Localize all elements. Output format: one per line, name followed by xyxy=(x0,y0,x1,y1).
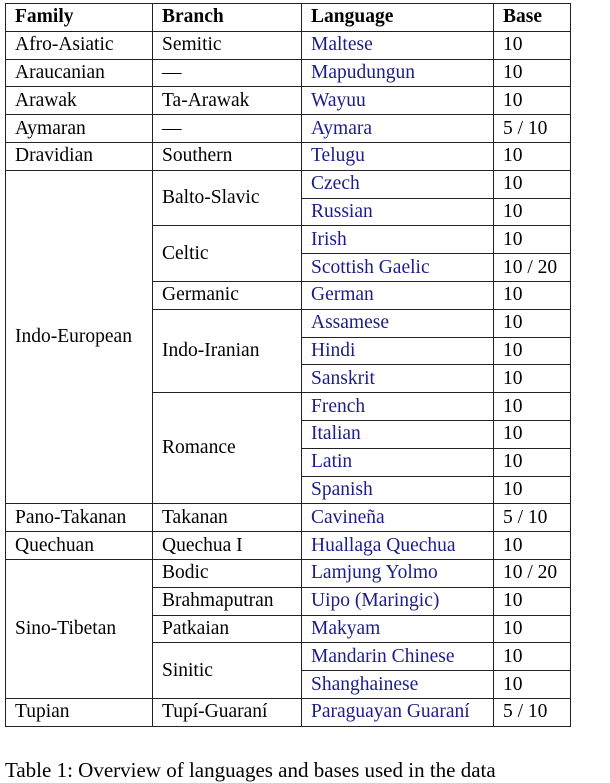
language-link[interactable]: Italian xyxy=(302,420,494,448)
branch-cell: Romance xyxy=(153,393,302,504)
base-cell: 10 / 20 xyxy=(494,254,571,282)
family-cell: Pano-Takanan xyxy=(6,504,153,532)
family-cell: Aymaran xyxy=(6,115,153,143)
language-link[interactable]: Irish xyxy=(302,226,494,254)
language-link[interactable]: German xyxy=(302,281,494,309)
language-link[interactable]: Assamese xyxy=(302,309,494,337)
base-cell: 10 xyxy=(494,643,571,671)
language-link[interactable]: Aymara xyxy=(302,115,494,143)
language-link[interactable]: Huallaga Quechua xyxy=(302,532,494,560)
table-row xyxy=(6,559,571,587)
branch-cell: Brahmaputran xyxy=(153,587,302,615)
base-cell: 10 xyxy=(494,170,571,198)
language-link[interactable]: Mapudungun xyxy=(302,59,494,87)
family-cell: Indo-European xyxy=(6,170,153,504)
branch-cell: Tupí-Guaraní xyxy=(153,698,302,726)
base-cell: 5 / 10 xyxy=(494,504,571,532)
language-link[interactable]: French xyxy=(302,393,494,421)
branch-cell: Quechua I xyxy=(153,532,302,560)
header-family: Family xyxy=(6,4,153,32)
table-body xyxy=(6,31,571,726)
base-cell: 10 xyxy=(494,142,571,170)
base-cell: 10 xyxy=(494,198,571,226)
header-base: Base xyxy=(494,4,571,32)
language-link[interactable]: Sanskrit xyxy=(302,365,494,393)
base-cell: 10 xyxy=(494,393,571,421)
family-cell: Tupian xyxy=(6,698,153,726)
table-row xyxy=(6,532,571,560)
language-link[interactable]: Paraguayan Guaraní xyxy=(302,698,494,726)
table-row xyxy=(6,59,571,87)
language-link[interactable]: Mandarin Chinese xyxy=(302,643,494,671)
header-language: Language xyxy=(302,4,494,32)
language-link[interactable]: Uipo (Maringic) xyxy=(302,587,494,615)
branch-cell: Southern xyxy=(153,142,302,170)
branch-cell: — xyxy=(153,59,302,87)
branch-cell: Ta-Arawak xyxy=(153,87,302,115)
family-cell: Sino-Tibetan xyxy=(6,559,153,698)
language-link[interactable]: Hindi xyxy=(302,337,494,365)
base-cell: 10 / 20 xyxy=(494,559,571,587)
language-link[interactable]: Russian xyxy=(302,198,494,226)
base-cell: 10 xyxy=(494,226,571,254)
base-cell: 10 xyxy=(494,337,571,365)
branch-cell: Sinitic xyxy=(153,643,302,699)
base-cell: 10 xyxy=(494,31,571,59)
base-cell: 5 / 10 xyxy=(494,115,571,143)
branch-cell: — xyxy=(153,115,302,143)
language-link[interactable]: Wayuu xyxy=(302,87,494,115)
branch-cell: Bodic xyxy=(153,559,302,587)
table-caption: Table 1: Overview of languages and bases used in the data xyxy=(5,758,496,782)
table-row xyxy=(6,31,571,59)
base-cell: 10 xyxy=(494,532,571,560)
language-link[interactable]: Telugu xyxy=(302,142,494,170)
table-row xyxy=(6,504,571,532)
family-cell: Quechuan xyxy=(6,532,153,560)
table-row xyxy=(6,698,571,726)
branch-cell: Takanan xyxy=(153,504,302,532)
table-row xyxy=(6,115,571,143)
branch-cell: Celtic xyxy=(153,226,302,282)
table-row xyxy=(6,142,571,170)
family-cell: Dravidian xyxy=(6,142,153,170)
base-cell: 10 xyxy=(494,615,571,643)
language-link[interactable]: Shanghainese xyxy=(302,671,494,699)
base-cell: 10 xyxy=(494,420,571,448)
branch-cell: Patkaian xyxy=(153,615,302,643)
language-link[interactable]: Makyam xyxy=(302,615,494,643)
branch-cell: Indo-Iranian xyxy=(153,309,302,392)
table-row xyxy=(6,170,571,198)
language-link[interactable]: Scottish Gaelic xyxy=(302,254,494,282)
base-cell: 10 xyxy=(494,309,571,337)
languages-table xyxy=(5,3,571,727)
language-link[interactable]: Spanish xyxy=(302,476,494,504)
language-link[interactable]: Cavineña xyxy=(302,504,494,532)
branch-cell: Semitic xyxy=(153,31,302,59)
language-link[interactable]: Maltese xyxy=(302,31,494,59)
language-link[interactable]: Czech xyxy=(302,170,494,198)
branch-cell: Balto-Slavic xyxy=(153,170,302,226)
header-branch: Branch xyxy=(153,4,302,32)
language-link[interactable]: Lamjung Yolmo xyxy=(302,559,494,587)
family-cell: Afro-Asiatic xyxy=(6,31,153,59)
base-cell: 10 xyxy=(494,365,571,393)
header-row xyxy=(6,4,571,32)
base-cell: 10 xyxy=(494,281,571,309)
base-cell: 10 xyxy=(494,448,571,476)
family-cell: Arawak xyxy=(6,87,153,115)
table-row xyxy=(6,87,571,115)
base-cell: 10 xyxy=(494,476,571,504)
branch-cell: Germanic xyxy=(153,281,302,309)
base-cell: 10 xyxy=(494,59,571,87)
base-cell: 10 xyxy=(494,87,571,115)
base-cell: 5 / 10 xyxy=(494,698,571,726)
base-cell: 10 xyxy=(494,587,571,615)
base-cell: 10 xyxy=(494,671,571,699)
language-link[interactable]: Latin xyxy=(302,448,494,476)
family-cell: Araucanian xyxy=(6,59,153,87)
